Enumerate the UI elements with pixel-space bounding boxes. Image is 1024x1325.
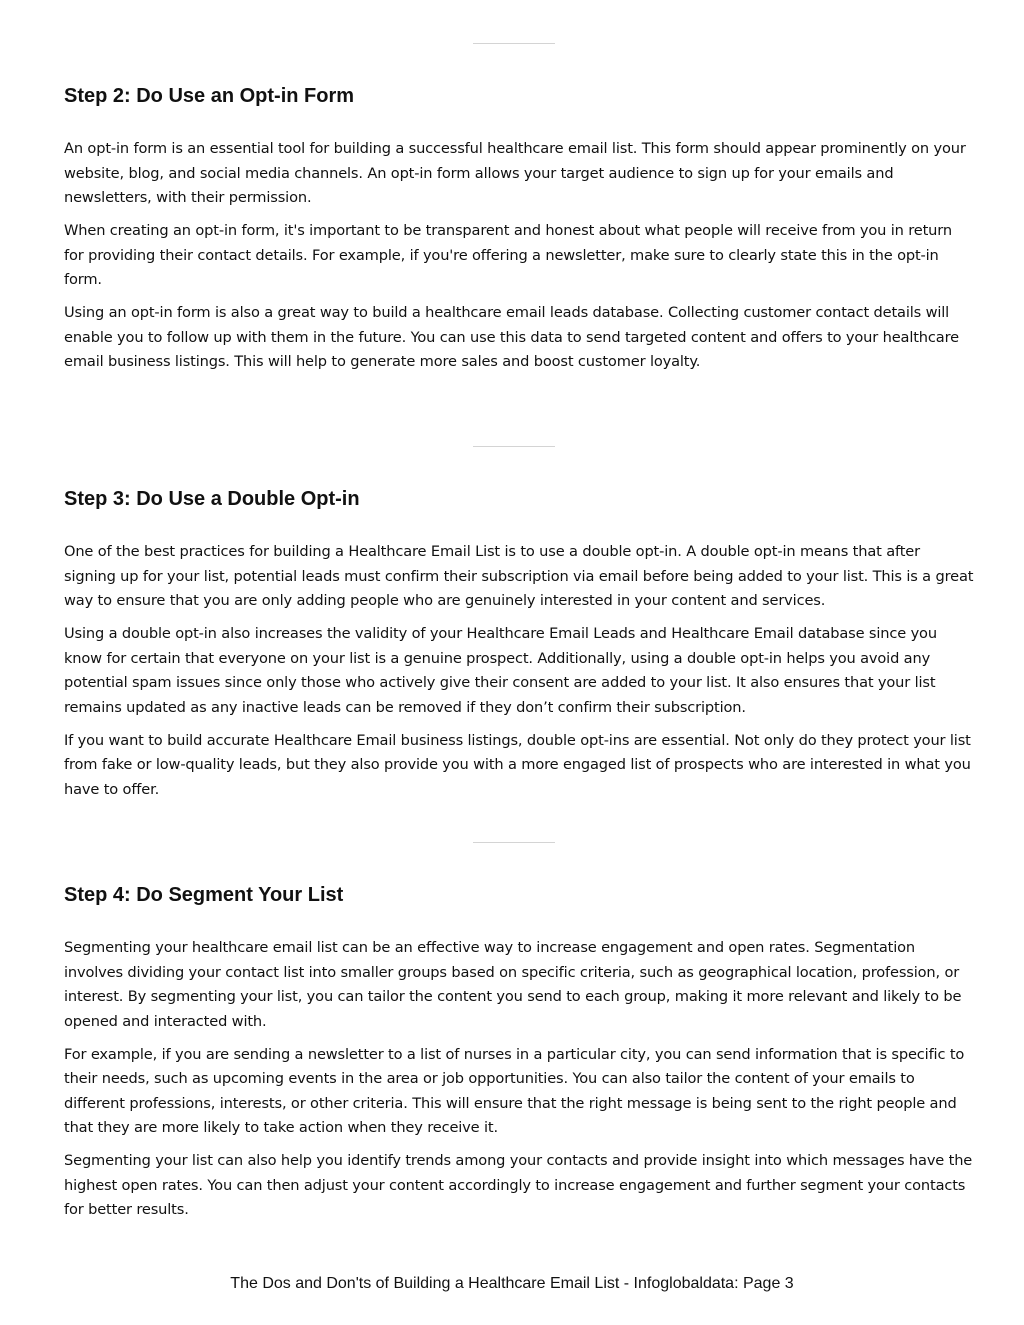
- section-divider: [473, 446, 555, 447]
- paragraph: Segmenting your healthcare email list can be an effective way to increase engagement and open rates. Segmentation involves dividing your contact list into smaller groups based on specific criteria, such as geographical location, profession, or interest. By segmenting your list, you can tailor the content you send to each group, making it more relevant and likely to be opened and interacted with.: [64, 939, 962, 1030]
- paragraph: Segmenting your list can also help you identify trends among your contacts and provide insight into which messages have the highest open rates. You can then adjust your content accordingly to increase engagement and further segment your contacts for better results.: [64, 1152, 973, 1218]
- section-divider: [473, 842, 555, 843]
- section-heading: Step 3: Do Use a Double Opt-in: [64, 488, 360, 510]
- paragraph: If you want to build accurate Healthcare Email business listings, double opt-ins are essential. Not only do they protect your list from fake or low-quality leads, but they also provide you with a more engaged list of prospects who are interested in what you have to offer.: [64, 731, 971, 798]
- section-divider: [473, 43, 555, 44]
- section-step-4: [64, 883, 974, 1231]
- page-footer: The Dos and Don'ts of Building a Healthcare Email List - Infoglobaldata: Page 3: [230, 1275, 794, 1292]
- paragraph: One of the best practices for building a Healthcare Email List is to use a double opt-in. A double opt-in means that after signing up for your list, potential leads must confirm their subscription via email before being added to your list. This is a great way to ensure that you are only adding people who are genuinely interested in your content and services.: [64, 543, 974, 609]
- paragraph: An opt-in form is an essential tool for building a successful healthcare email list. This form should appear prominently on your website, blog, and social media channels. An opt-in form allows your target audience to sign up for your emails and newsletters, with their permission.: [64, 140, 966, 206]
- paragraph: Using a double opt-in also increases the validity of your Healthcare Email Leads and Healthcare Email database since you know for certain that everyone on your list is a genuine prospect. Additionally, using a double opt-in helps you avoid any potential spam issues since only those who actively give their consent are added to your list. It also ensures that your list remains updated as any inactive leads can be removed if they don’t confirm their subscription.: [64, 625, 937, 716]
- section-heading: Step 4: Do Segment Your List: [64, 884, 344, 906]
- section-step-2: [64, 84, 974, 383]
- section-heading: Step 2: Do Use an Opt-in Form: [64, 85, 355, 107]
- paragraph: Using an opt-in form is also a great way to build a healthcare email leads database. Collecting customer contact details will enable you to follow up with them in the future. You can use this data to send targeted content and offers to your healthcare email business listings. This will help to generate more sales and boost customer loyalty.: [64, 304, 959, 370]
- paragraph: For example, if you are sending a newsletter to a list of nurses in a particular city, you can send information that is specific to their needs, such as upcoming events in the area or job opportunities. You can also tailor the content of your emails to different professions, interests, or other criteria. This will ensure that the right message is being sent to the right people and that they are more likely to take action when they receive it.: [64, 1045, 965, 1136]
- paragraph: When creating an opt-in form, it's important to be transparent and honest about what people will receive from you in return for providing their contact details. For example, if you're offering a newsletter, make sure to clearly state this in the opt-in form.: [64, 222, 952, 288]
- section-step-3: [64, 487, 974, 811]
